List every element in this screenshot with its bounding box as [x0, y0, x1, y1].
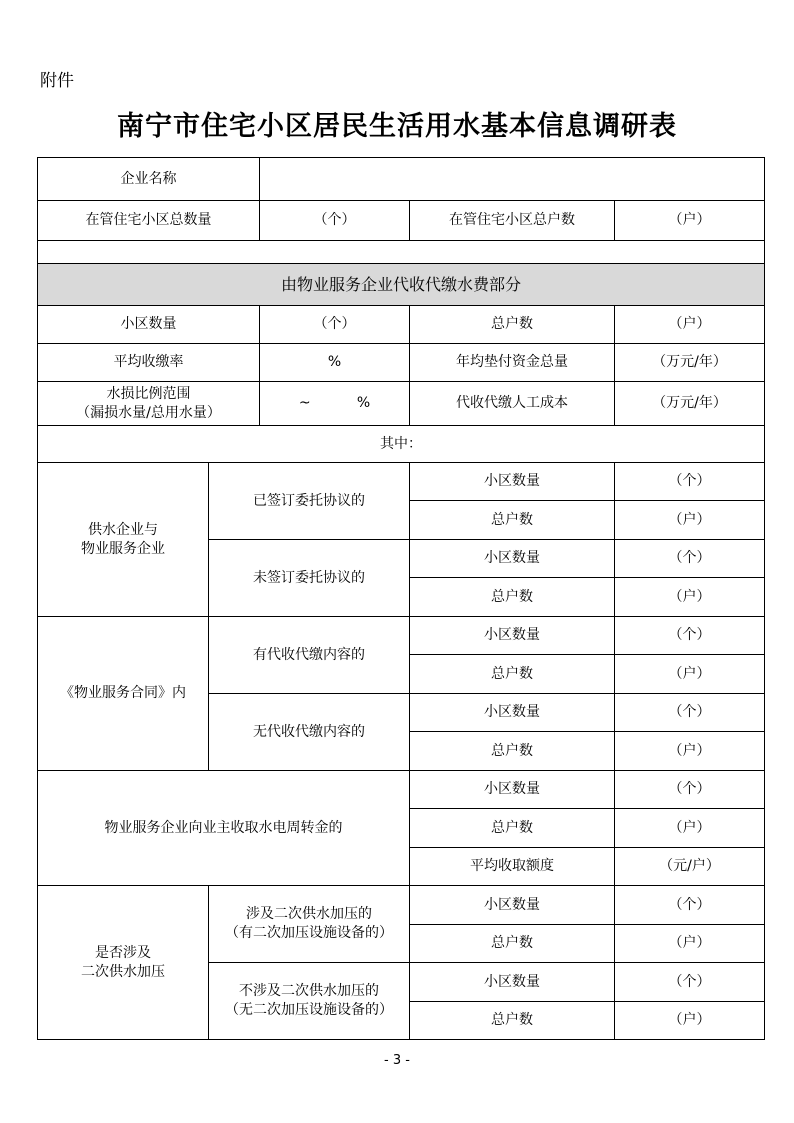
table-row: [38, 771, 765, 809]
row-among: [38, 426, 765, 463]
table-row: [38, 463, 765, 501]
household-count-field[interactable]: [615, 306, 765, 344]
unit-hu: （户）: [668, 588, 711, 605]
pressure-yes-community-count-field[interactable]: [615, 886, 765, 925]
spacer-cell: [38, 241, 765, 264]
total-households-field[interactable]: [615, 201, 765, 241]
unit-hu: （户）: [668, 665, 711, 682]
unit-wan-per-year: （万元/年）: [652, 395, 727, 411]
water-loss-range-title: 水损比例范围: [106, 385, 191, 402]
unsigned-label: 未签订委托协议的: [209, 540, 410, 617]
avg-collection-rate-label: 平均收缴率: [38, 344, 260, 382]
table-row: [38, 886, 765, 925]
group-supply-label: [38, 463, 209, 617]
household-count-label: 总户数: [410, 732, 615, 771]
labor-cost-field[interactable]: [615, 382, 765, 426]
household-count-label: 总户数: [410, 578, 615, 617]
water-loss-range-label: [38, 382, 260, 426]
pressure-no-household-count-field[interactable]: [615, 1002, 765, 1040]
deposit-community-count-field[interactable]: [615, 771, 765, 809]
unit-hu: （户）: [668, 819, 711, 836]
group-pressure-line1: 是否涉及: [95, 944, 151, 961]
pressure-yes-line1: 涉及二次供水加压的: [246, 906, 372, 922]
with-collection-label: 有代收代缴内容的: [209, 617, 410, 694]
avg-collection-rate-field[interactable]: [260, 344, 410, 382]
group-pressure-label: [38, 886, 209, 1040]
unit-ge: （个）: [668, 550, 711, 566]
pressure-no-community-count-field[interactable]: [615, 963, 765, 1002]
without-collection-community-count-field[interactable]: [615, 694, 765, 732]
unit-hu: （户）: [668, 316, 711, 332]
unit-ge: （个）: [313, 212, 356, 228]
section-title: 由物业服务企业代收代缴水费部分: [38, 264, 765, 306]
row-loss-labor: [38, 382, 765, 426]
unit-wan-per-year: （万元/年）: [652, 354, 727, 370]
community-count-field[interactable]: [260, 306, 410, 344]
household-count-label: 总户数: [410, 501, 615, 540]
unit-ge: （个）: [668, 627, 711, 643]
unit-yuan-per-hu: （元/户）: [659, 858, 720, 874]
page-title: 南宁市住宅小区居民生活用水基本信息调研表: [117, 111, 677, 142]
household-count-label: 总户数: [410, 306, 615, 344]
total-communities-field[interactable]: [260, 201, 410, 241]
group-supply-line1: 供水企业与: [88, 521, 158, 538]
pressure-yes-line2: （有二次加压设施设备的）: [225, 925, 393, 941]
row-section-title: [38, 264, 765, 306]
pressure-no-line1: 不涉及二次供水加压的: [239, 983, 379, 999]
without-collection-label: 无代收代缴内容的: [209, 694, 410, 771]
table-row: [38, 617, 765, 655]
water-loss-range-field[interactable]: [260, 382, 410, 426]
row-company-name: [38, 158, 765, 201]
pressure-no-line2: （无二次加压设施设备的）: [225, 1002, 393, 1018]
unit-hu: （户）: [668, 1012, 711, 1028]
among-label: 其中：: [38, 426, 765, 463]
household-count-label: 总户数: [410, 655, 615, 694]
labor-cost-label: 代收代缴人工成本: [410, 382, 615, 426]
unit-ge: （个）: [668, 781, 711, 797]
community-count-label: 小区数量: [410, 886, 615, 925]
row-rate-advance: [38, 344, 765, 382]
without-collection-household-count-field[interactable]: [615, 732, 765, 771]
row-totals: [38, 201, 765, 241]
with-collection-household-count-field[interactable]: [615, 655, 765, 694]
survey-form-table: [37, 157, 765, 1040]
with-collection-community-count-field[interactable]: [615, 617, 765, 655]
company-name-field[interactable]: [260, 158, 765, 201]
unit-percent: %: [356, 395, 371, 411]
water-loss-range-subtitle: （漏损水量/总用水量）: [76, 404, 221, 421]
unit-hu: （户）: [668, 742, 711, 759]
page-number: - 3 -: [384, 1053, 410, 1068]
household-count-label: 总户数: [410, 925, 615, 963]
unit-ge: （个）: [668, 473, 711, 489]
community-count-label: 小区数量: [410, 617, 615, 655]
group-contract-label: 《物业服务合同》内: [38, 617, 209, 771]
unit-percent: %: [327, 354, 342, 370]
community-count-label: 小区数量: [410, 771, 615, 809]
row-spacer: [38, 241, 765, 264]
unit-hu: （户）: [668, 935, 711, 951]
unsigned-community-count-field[interactable]: [615, 540, 765, 578]
annual-advance-label: 年均垫付资金总量: [410, 344, 615, 382]
community-count-label: 小区数量: [410, 540, 615, 578]
unit-ge: （个）: [668, 973, 711, 990]
pressure-yes-household-count-field[interactable]: [615, 925, 765, 963]
unit-ge: （个）: [313, 316, 356, 332]
signed-household-count-field[interactable]: [615, 501, 765, 540]
unit-hu: （户）: [668, 212, 711, 228]
community-count-label: 小区数量: [410, 963, 615, 1002]
annual-advance-field[interactable]: [615, 344, 765, 382]
signed-label: 已签订委托协议的: [209, 463, 410, 540]
unsigned-household-count-field[interactable]: [615, 578, 765, 617]
deposit-household-count-field[interactable]: [615, 809, 765, 848]
company-name-label: 企业名称: [38, 158, 260, 201]
unit-ge: （个）: [668, 896, 711, 913]
total-households-label: 在管住宅小区总户数: [410, 201, 615, 241]
signed-community-count-field[interactable]: [615, 463, 765, 501]
unit-hu: （户）: [668, 511, 711, 528]
pressure-yes-label: [209, 886, 410, 963]
avg-amount-field[interactable]: [615, 848, 765, 886]
row-community-households: [38, 306, 765, 344]
group-pressure-line2: 二次供水加压: [81, 963, 165, 980]
household-count-label: 总户数: [410, 1002, 615, 1040]
household-count-label: 总户数: [410, 809, 615, 848]
range-tilde: ~: [298, 395, 311, 411]
pressure-no-label: [209, 963, 410, 1040]
total-communities-label: 在管住宅小区总数量: [38, 201, 260, 241]
community-count-label: 小区数量: [38, 306, 260, 344]
community-count-label: 小区数量: [410, 694, 615, 732]
community-count-label: 小区数量: [410, 463, 615, 501]
deposit-label: 物业服务企业向业主收取水电周转金的: [38, 771, 410, 886]
unit-ge: （个）: [668, 704, 711, 720]
attachment-label: 附件: [40, 71, 74, 91]
group-supply-line2: 物业服务企业: [81, 540, 165, 557]
avg-amount-label: 平均收取额度: [410, 848, 615, 886]
